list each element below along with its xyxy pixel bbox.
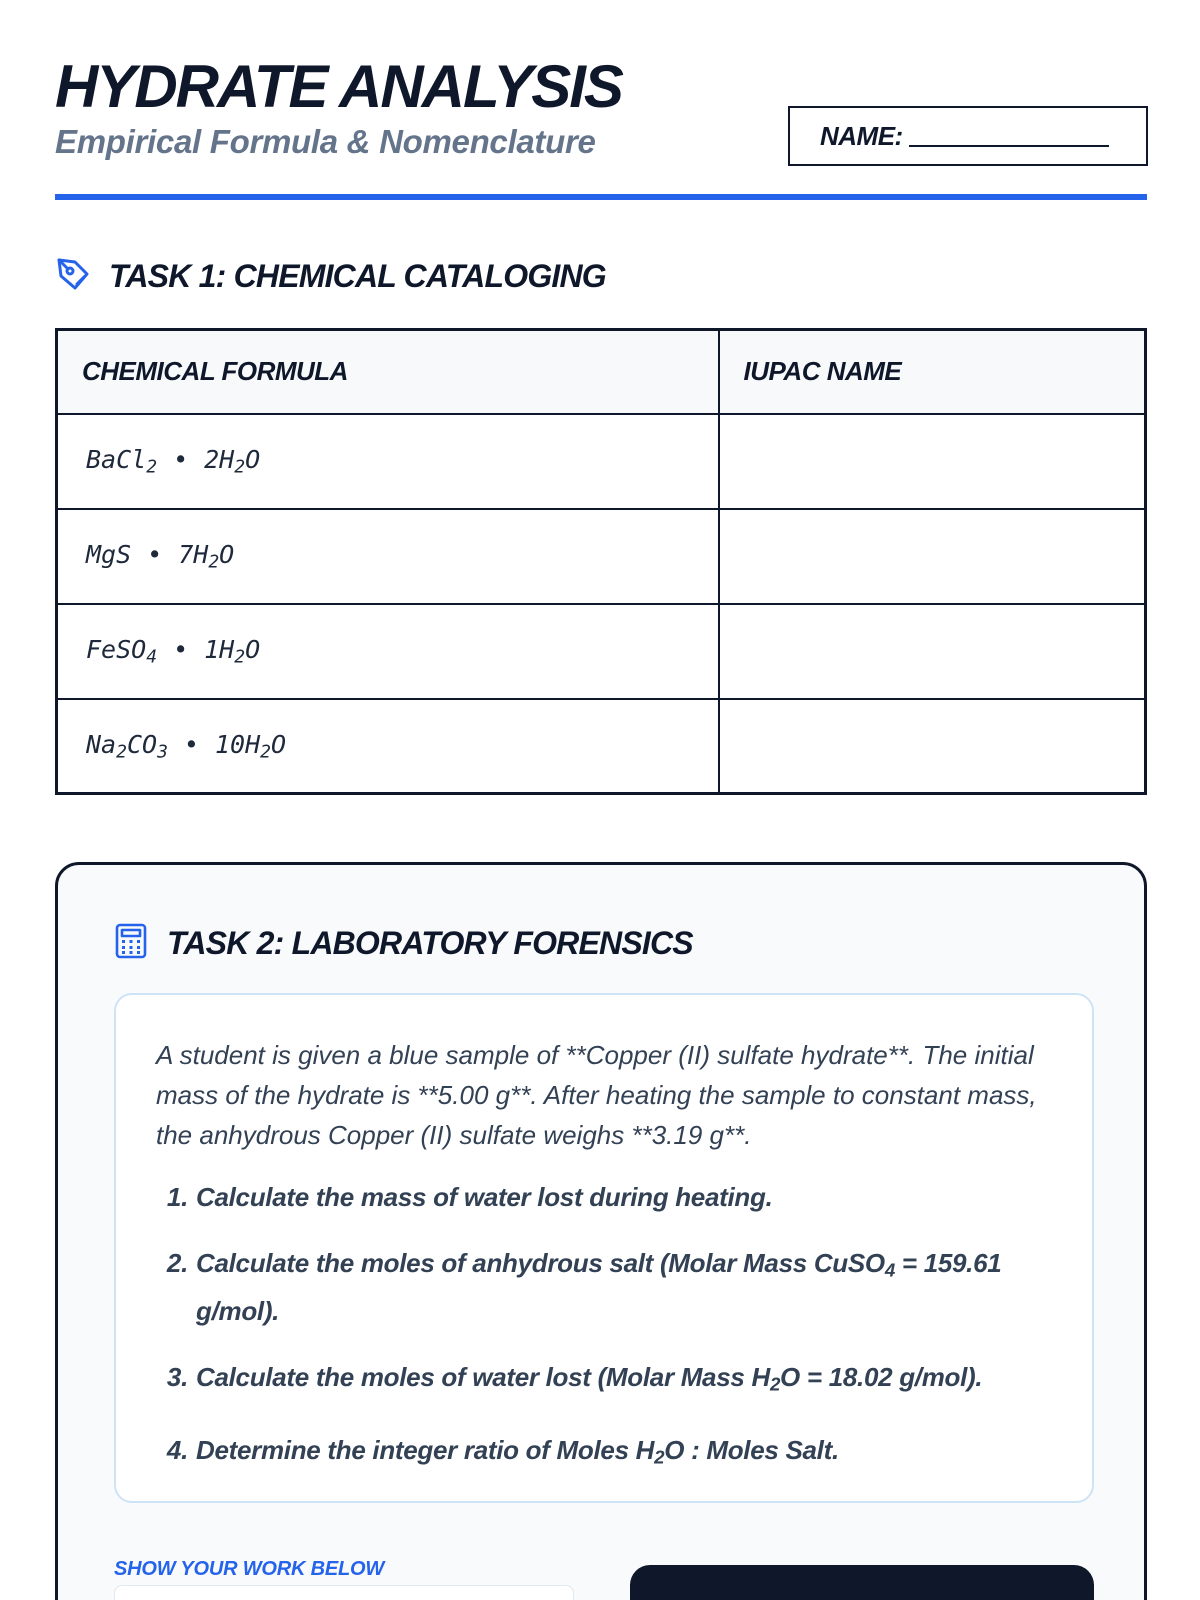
question-item [156,1177,1056,1217]
text-segment: = 159.61 g/mol). [196,1248,1002,1326]
catalog-table [55,328,1147,795]
subscript: 4 [884,1259,895,1281]
subscript: 4 [146,646,158,668]
work-label: SHOW YOUR WORK BELOW [114,1558,385,1580]
text-segment: 10H [214,729,261,759]
question-list [156,1177,1056,1478]
problem-statement: A student is given a blue sample of **Copper (II) sulfate hydrate**. The initial mass of the hydrate is **5.00 g**. After heating the sample to constant mass, the anhydrous Copper (II) sulfate weighs **3.19 g**. [156,1040,1037,1150]
text-segment: O : Moles Salt. [664,1435,839,1466]
iupac-answer-cell[interactable] [719,509,1146,604]
question-text [196,1177,773,1217]
text-segment: Calculate the mass of water lost during heating. [196,1182,773,1212]
task2-title: TASK 2: LABORATORY FORENSICS [167,925,693,961]
formula-cell [57,509,719,604]
text-segment: 7H [178,539,209,569]
page-header [55,55,1147,161]
text-segment: 1H [204,634,235,664]
text-segment: MgS [86,539,132,569]
hydrate-dot: • [183,729,199,759]
table-row [57,509,1146,604]
table-row [57,699,1146,794]
formula-cell [57,414,719,509]
hydrate-dot: • [173,634,189,664]
calculator-icon [115,923,147,964]
name-blank-line[interactable] [909,125,1109,147]
text-segment: Calculate the moles of water lost (Molar Mass H [196,1361,770,1392]
subscript: 2 [654,1447,665,1469]
pen-tool-icon [55,256,91,297]
subscript: 2 [234,456,246,478]
question-item [156,1243,1056,1331]
text-segment: Determine the integer ratio of Moles H [196,1435,655,1466]
subscript: 2 [769,1373,781,1395]
formula-cell [57,604,719,699]
text-segment: CO [126,729,158,759]
header-divider [55,194,1147,200]
question-number: 1. [166,1182,188,1212]
question-number: 4. [166,1435,188,1466]
iupac-answer-cell[interactable] [719,699,1146,794]
subscript: 2 [116,741,127,762]
problem-box [114,993,1094,1503]
subscript: 3 [157,741,168,762]
text-segment: O [245,444,261,474]
question-number: 3. [166,1361,188,1392]
page-title: HYDRATE ANALYSIS [55,53,622,120]
text-segment: O [219,539,235,569]
question-number: 2. [166,1248,188,1278]
formula-cell [57,699,719,794]
table-row [57,604,1146,699]
table-row [57,414,1146,509]
text-segment: Na [86,729,117,759]
question-text [196,1430,839,1478]
text-segment: Calculate the moles of anhydrous salt (Molar Mass CuSO [196,1248,885,1278]
hydrate-dot: • [173,444,189,474]
iupac-answer-cell[interactable] [719,414,1146,509]
column-header-formula: CHEMICAL FORMULA [57,330,719,414]
iupac-answer-cell[interactable] [719,604,1146,699]
text-segment: 2H [204,444,235,474]
text-segment: BaCl [86,444,147,474]
page-subtitle: Empirical Formula & Nomenclature [55,123,596,160]
question-item [156,1357,1056,1405]
table-header-row [57,330,1146,414]
question-item [156,1430,1056,1478]
subscript: 2 [260,741,271,762]
name-field[interactable] [788,106,1148,166]
text-segment: O = 18.02 g/mol). [780,1361,983,1392]
work-area[interactable] [114,1585,574,1600]
subscript: 2 [146,456,158,478]
task1-title: TASK 1: CHEMICAL CATALOGING [109,258,606,294]
answer-panel [630,1565,1094,1600]
name-label: NAME: [820,120,903,151]
text-segment: O [245,634,261,664]
task1-heading [55,256,606,297]
subscript: 2 [208,551,220,573]
text-segment: FeSO [86,634,147,664]
text-segment: O [270,729,287,759]
column-header-iupac: IUPAC NAME [719,330,1146,414]
subscript: 2 [234,646,246,668]
question-text [196,1357,982,1405]
task2-card [55,862,1147,1600]
hydrate-dot: • [147,539,163,569]
question-text [196,1243,1056,1331]
task2-heading [115,923,693,964]
